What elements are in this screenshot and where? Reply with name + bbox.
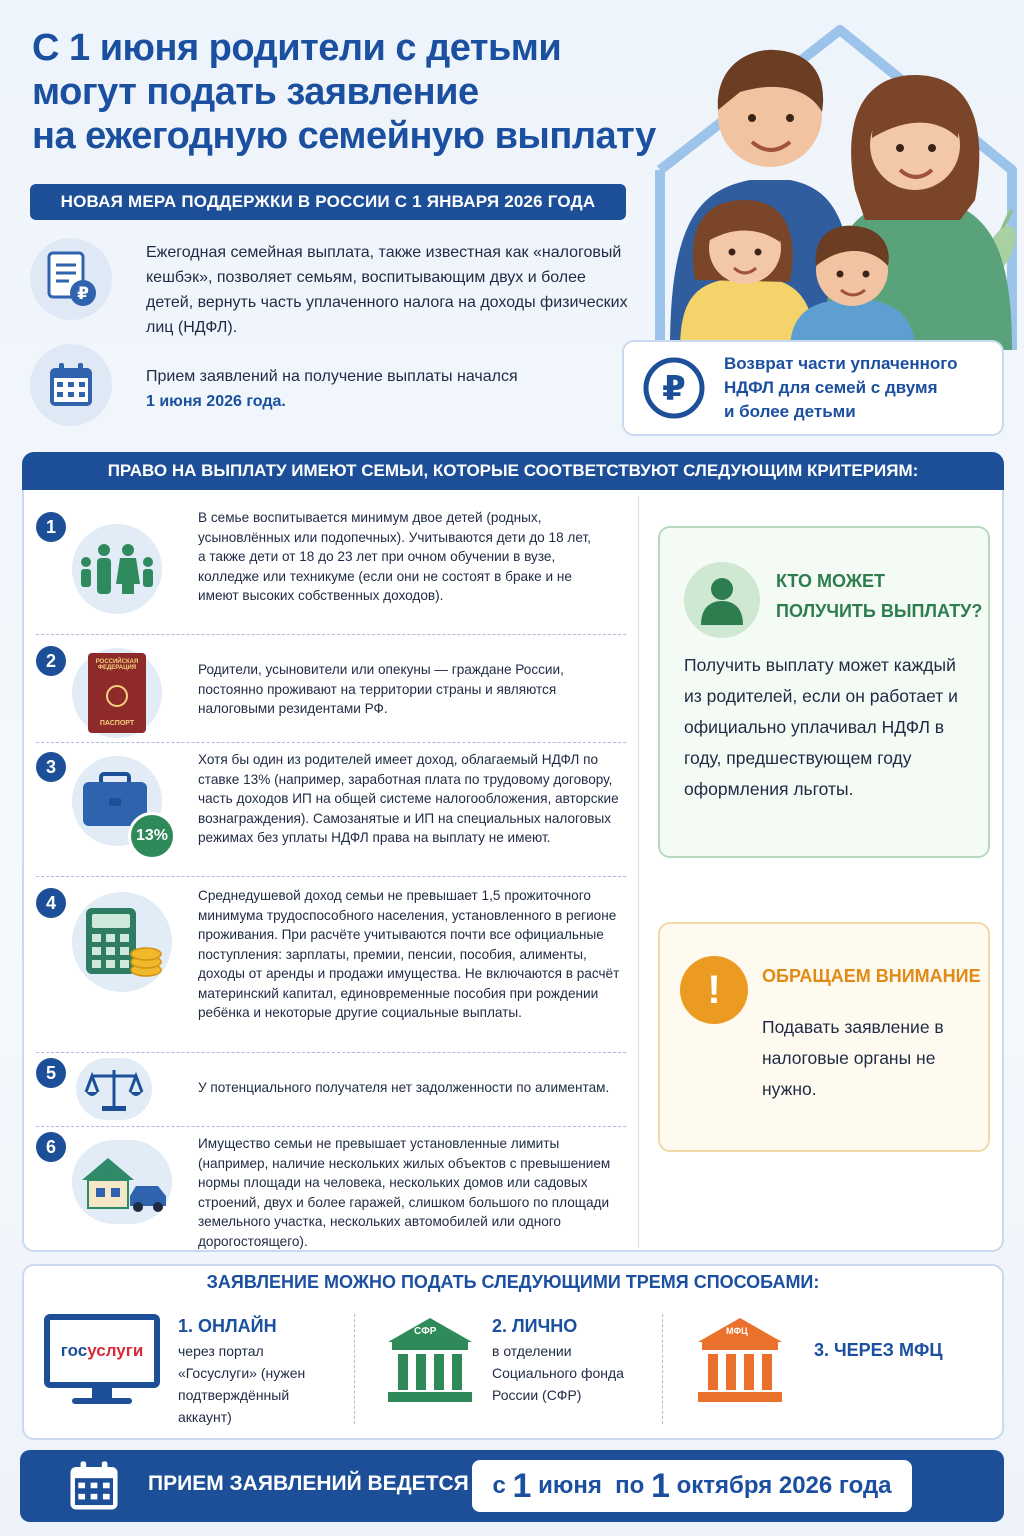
criteria-separator: [36, 742, 626, 743]
criteria-heading: ПРАВО НА ВЫПЛАТУ ИМЕЮТ СЕМЬИ, КОТОРЫЕ СООТВЕТСТВУЮТ СЛЕДУЮЩИМ КРИТЕРИЯМ:: [22, 452, 1004, 490]
online-title: 1. ОНЛАЙН: [178, 1316, 277, 1336]
emblem-icon: [106, 685, 128, 707]
criterion-number-6: 6: [36, 1132, 66, 1162]
criterion-number-3: 3: [36, 752, 66, 782]
sfr-label: СФР: [414, 1326, 437, 1337]
criteria-separator: [36, 1126, 626, 1127]
criterion-text-1: В семье воспитывается минимум двое детей (родных, усыновлённых или подопечных). Учитываются дети до 18 лет, а также дети от 18 до 23 лет при очном обучении в вузе, колледже или техникуме (если они не состоят в браке и не имеют высоких собственных доходов).: [198, 510, 591, 603]
mfc-title: 3. ЧЕРЕЗ МФЦ: [814, 1340, 943, 1360]
criteria-separator: [36, 634, 626, 635]
ruble-icon: [642, 356, 706, 420]
who-text: Получить выплату может каждый из родителей, если он работает и официально уплачивал НДФЛ в году, предшествующем году оформления льготы.: [684, 655, 958, 799]
in-person-text: в отделении Социального фонда России (СФР): [492, 1343, 624, 1403]
criterion-text-4: Среднедушевой доход семьи не превышает 1,5 прожиточного минимума трудоспособного населения, установленного в регионе проживания. При расчёте учитываются почти все официальные поступления: зарплаты, премии, пенсии, пособия, алименты, доходы от аренды и продажи имущества. Не включаются в расчёт материнский капитал, единовременные пособия при рождении ребёнка и некоторые другие социальные выплаты.: [198, 888, 620, 1020]
criterion-text-5: У потенциального получателя нет задолженности по алиментам.: [198, 1080, 610, 1095]
attention-text: Подавать заявление в налоговые органы не нужно.: [762, 1017, 944, 1099]
house-car-icon: [72, 1140, 172, 1224]
refund-text: Возврат части уплаченного НДФЛ для семей с двумя и более детьми: [724, 354, 958, 421]
svg-text:₽: ₽: [77, 284, 89, 304]
calculator-icon: [72, 892, 172, 992]
criterion-text-3: Хотя бы один из родителей имеет доход, облагаемый НДФЛ по ставке 13% (например, заработная плата по трудовому договору, часть доходов ИП на общей системе налогообложения, авторские вознаграждения). Самозанятые и ИП на специальных налоговых режимах без уплаты НДФЛ права на выплату не имеют.: [198, 752, 619, 845]
criterion-number-2: 2: [36, 646, 66, 676]
document-ruble-icon: [30, 238, 112, 320]
methods-divider: [354, 1314, 355, 1424]
gosuslugi-monitor-icon: гос услуги: [44, 1314, 160, 1388]
subtitle-bar: НОВАЯ МЕРА ПОДДЕРЖКИ В РОССИИ С 1 ЯНВАРЯ 2026 ГОДА: [30, 184, 626, 220]
criteria-separator: [36, 1052, 626, 1053]
attention-title: ОБРАЩАЕМ ВНИМАНИЕ: [762, 966, 981, 986]
tax-rate-badge: 13%: [128, 812, 176, 860]
footer-label: ПРИЕМ ЗАЯВЛЕНИЙ ВЕДЕТСЯ: [148, 1472, 469, 1495]
calendar-icon: [30, 344, 112, 426]
criterion-text-6: Имущество семьи не превышает установленные лимиты (например, наличие нескольких жилых объектов с превышением нормы площади на человека, нескольких домов или садовых строений, двух и более гаражей, слишком большого по площади земельного участка, нескольких автомобилей или одного дорогостоящего).: [198, 1136, 611, 1249]
start-date-text: Прием заявлений на получение выплаты начался 1 июня 2026 года.: [146, 368, 518, 410]
methods-divider: [662, 1314, 663, 1424]
criterion-text-2: Родители, усыновители или опекуны — граждане России, постоянно проживают на территории страны и являются налоговыми резидентами РФ.: [198, 662, 564, 716]
criterion-number-5: 5: [36, 1058, 66, 1088]
svg-text:₽: ₽: [662, 369, 686, 409]
deadline-dates: с 1 июня по 1 октября 2026 года: [472, 1460, 912, 1512]
refund-card: [622, 340, 1004, 436]
criteria-divider: [638, 496, 639, 1248]
scales-icon: [76, 1058, 152, 1120]
calendar-icon: [66, 1458, 122, 1514]
person-icon: [684, 562, 760, 638]
family-icon: [72, 524, 162, 614]
mfc-label: МФЦ: [726, 1326, 748, 1336]
criterion-number-1: 1: [36, 512, 66, 542]
monitor-base: [72, 1398, 132, 1404]
in-person-title: 2. ЛИЧНО: [492, 1316, 578, 1336]
who-title: КТО МОЖЕТ ПОЛУЧИТЬ ВЫПЛАТУ?: [776, 571, 983, 621]
criterion-number-4: 4: [36, 888, 66, 918]
passport-icon: РОССИЙСКАЯ ФЕДЕРАЦИЯ ПАСПОРТ: [72, 648, 162, 738]
exclamation-icon: !: [680, 956, 748, 1024]
methods-heading: ЗАЯВЛЕНИЕ МОЖНО ПОДАТЬ СЛЕДУЮЩИМИ ТРЕМЯ СПОСОБАМИ:: [206, 1272, 820, 1292]
intro-paragraph: Ежегодная семейная выплата, также известная как «налоговый кешбэк», позволяет семьям, воспитывающим двух и более детей, вернуть часть уплаченного налога на доходы физических лиц (НДФЛ).: [146, 244, 628, 336]
criteria-separator: [36, 876, 626, 877]
page-title: С 1 июня родители с детьми могут подать заявление на ежегодную семейную выплату: [32, 27, 656, 157]
online-text: через портал «Госуслуги» (нужен подтверждённый аккаунт): [178, 1343, 306, 1425]
